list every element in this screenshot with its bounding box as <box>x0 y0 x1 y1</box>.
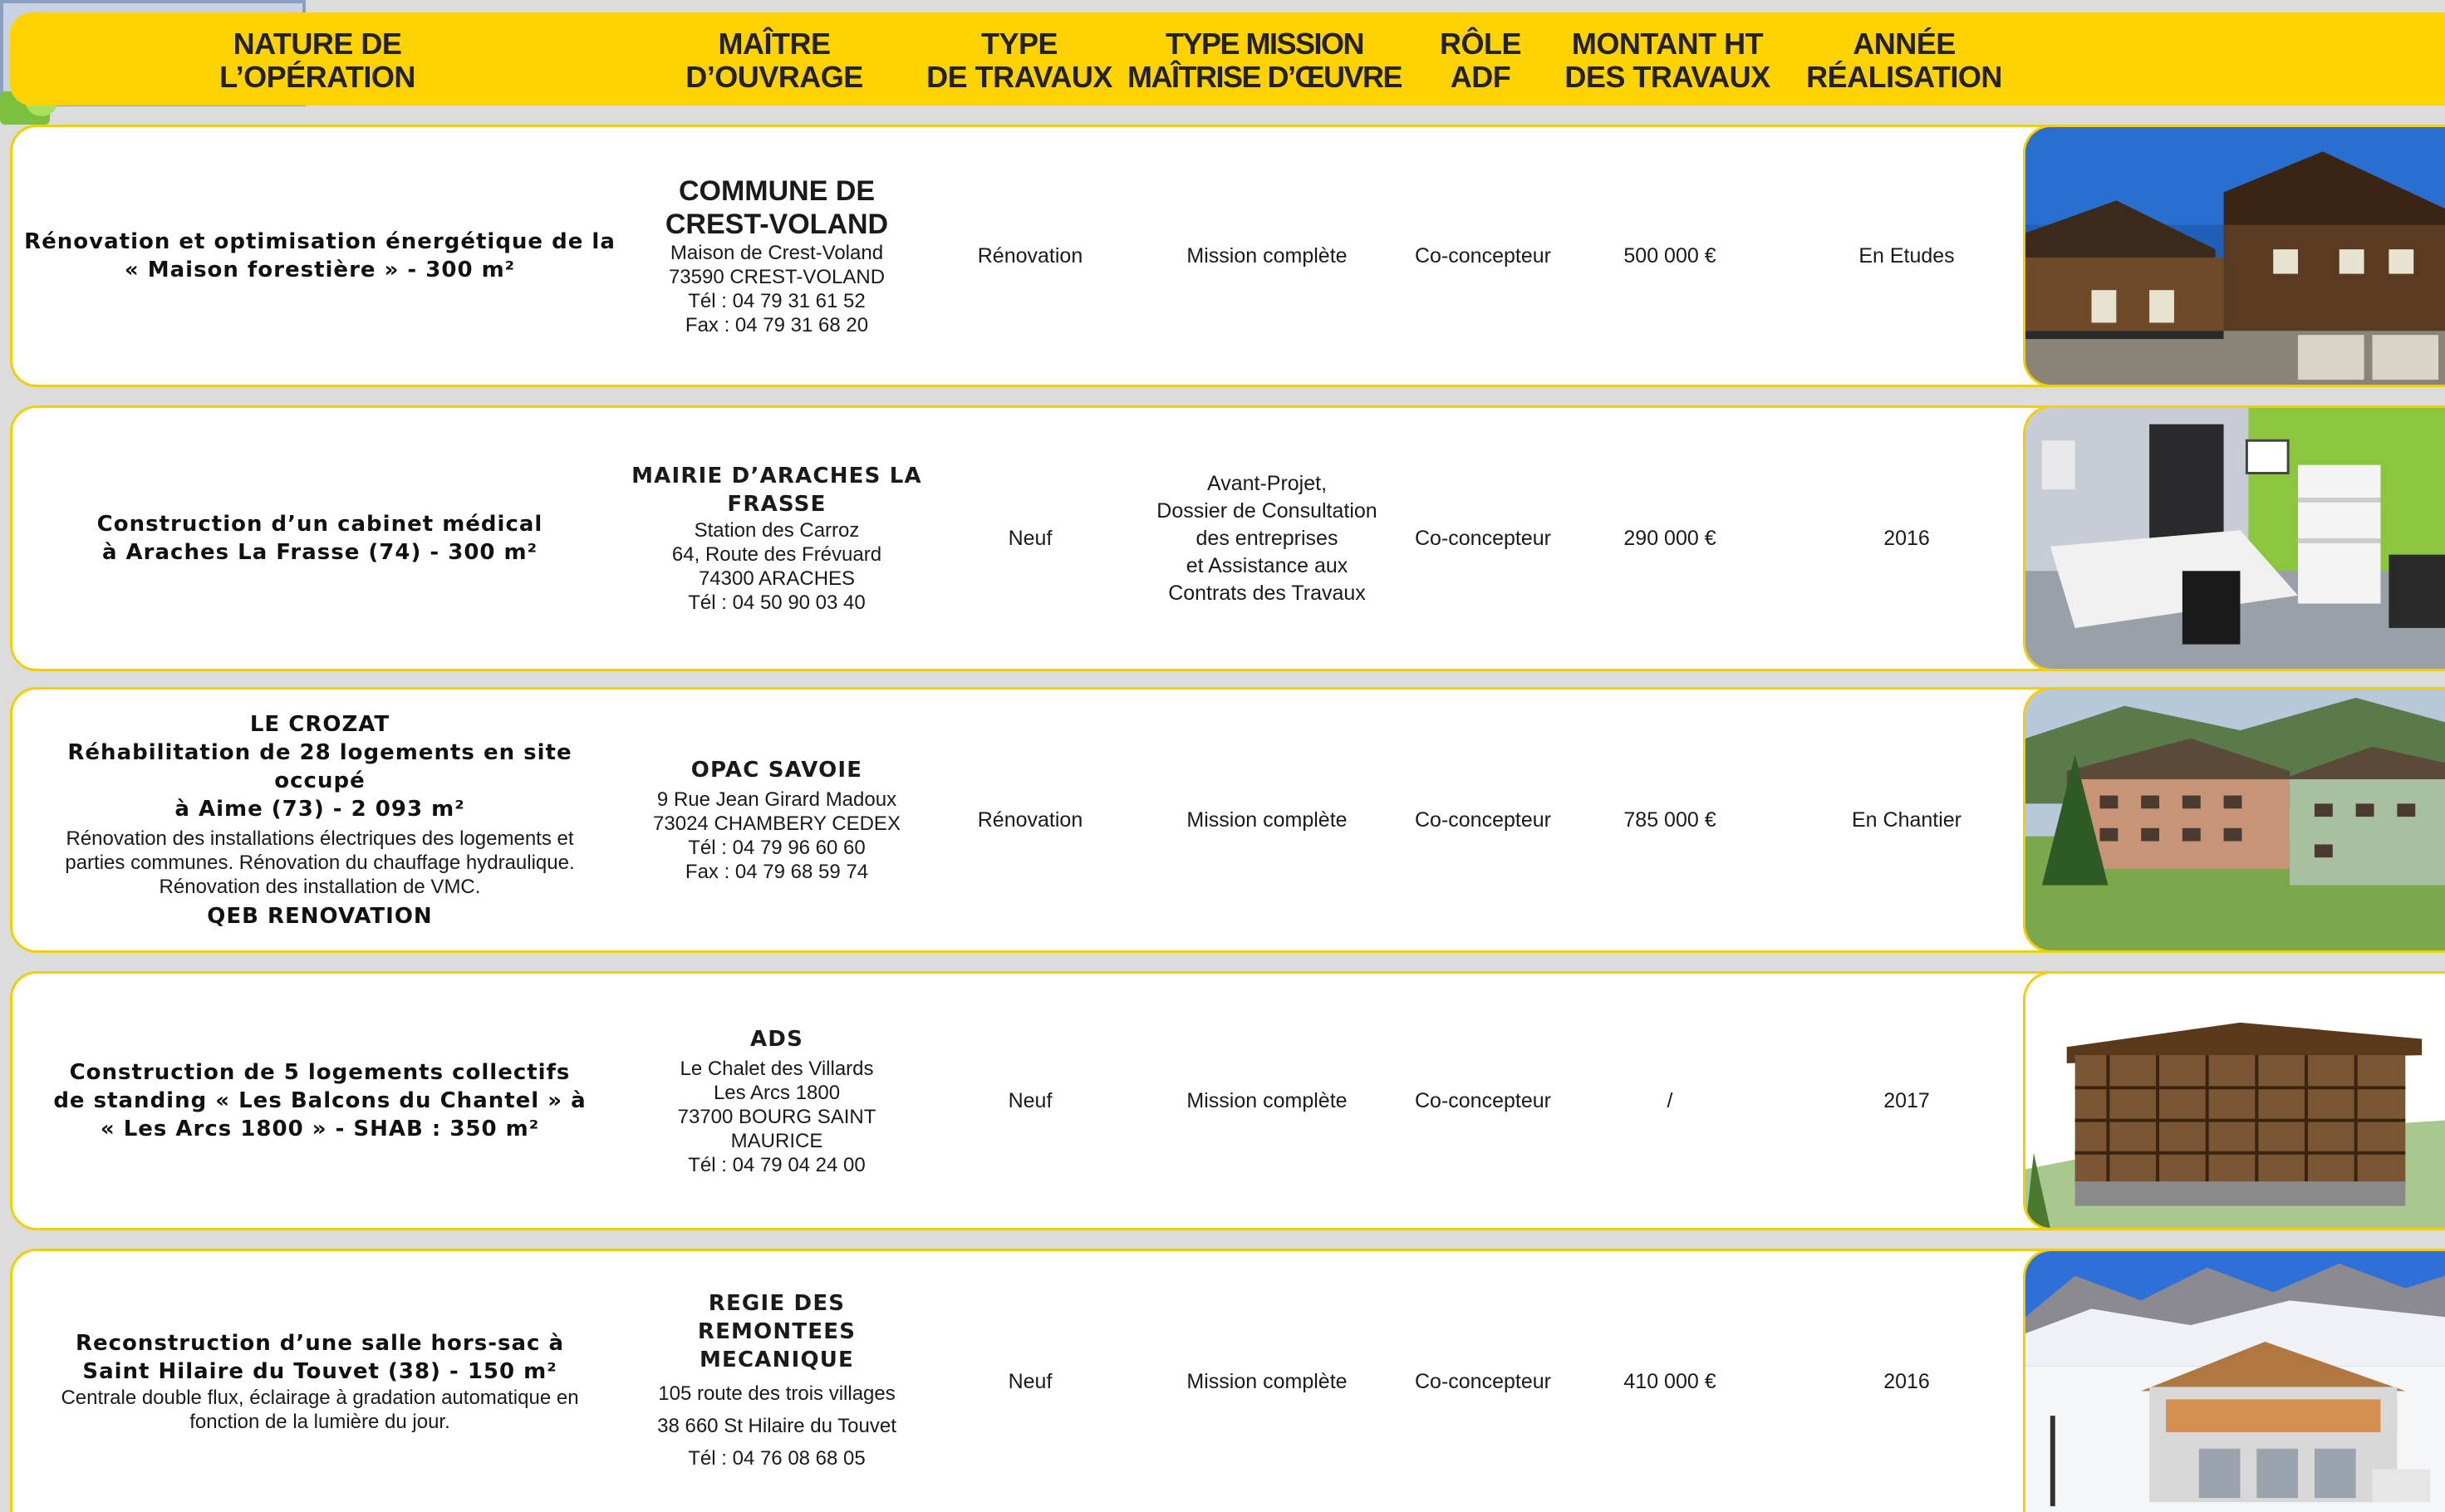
type-cell: Neuf <box>1008 1370 1053 1393</box>
role-cell: Co-concepteur <box>1415 527 1551 550</box>
maitre-line: Tél : 04 79 96 60 60 <box>688 837 866 859</box>
annee-cell: 2016 <box>1883 1370 1930 1393</box>
maitre-line: 9 Rue Jean Girard Madoux <box>656 788 897 811</box>
maitre-cell <box>627 408 926 669</box>
maitre-line: Station des Carroz <box>694 519 860 542</box>
maitre-line: MAURICE <box>730 1129 823 1152</box>
header-role: RÔLE ADF <box>1439 27 1521 94</box>
operation-title: de standing « Les Balcons du Chantel » à <box>53 1088 587 1113</box>
chalet-photo <box>2023 125 2445 387</box>
maitre-name: ADS <box>749 1026 804 1052</box>
maitre-line: Tél : 04 79 31 61 52 <box>688 290 866 312</box>
header-type: TYPE DE TRAVAUX <box>926 27 1112 94</box>
mission-line: Mission complète <box>1186 244 1348 268</box>
operation-title: Réhabilitation de 28 logements en site occupé <box>67 739 572 793</box>
mission-line: Mission complète <box>1186 1089 1348 1112</box>
operation-title: Rénovation et optimisation énergétique de la <box>24 229 616 254</box>
operation-title: à Aime (73) - 2 093 m² <box>174 796 465 822</box>
operation-title: « Les Arcs 1800 » - SHAB : 350 m² <box>100 1117 540 1141</box>
rendering-photo <box>2023 971 2445 1230</box>
montant-cell: 785 000 € <box>1623 808 1716 832</box>
maitre-line: Le Chalet des Villards <box>680 1057 874 1080</box>
mission-line: Mission complète <box>1186 808 1348 832</box>
maitre-line: 73024 CHAMBERY CEDEX <box>653 812 901 835</box>
operation-title: LE CROZAT <box>249 711 390 737</box>
apartment-photo <box>2023 687 2445 953</box>
mission-line: Avant-Projet, <box>1206 471 1328 495</box>
type-cell: Neuf <box>1008 527 1053 550</box>
operation-title: Construction d’un cabinet médical <box>96 512 543 537</box>
mission-line: Dossier de Consultation <box>1156 498 1377 523</box>
header-annee: ANNÉE RÉALISATION <box>1806 27 2002 94</box>
maitre-name: REGIE DES REMONTEES <box>697 1290 857 1344</box>
table-row <box>10 405 2445 671</box>
annee-cell: En Chantier <box>1851 808 1962 832</box>
maitre-cell <box>627 1251 926 1512</box>
maitre-name: FRASSE <box>727 492 827 517</box>
annee-cell: En Etudes <box>1858 244 1955 268</box>
maitre-line: 38 660 St Hilaire du Touvet <box>657 1414 896 1437</box>
type-cell: Rénovation <box>977 244 1083 268</box>
operation-description: Rénovation des installations électriques des logements et <box>66 827 574 850</box>
header-montant: MONTANT HT DES TRAVAUX <box>1564 27 1770 94</box>
maitre-line: Fax : 04 79 68 59 74 <box>685 861 869 883</box>
type-cell: Rénovation <box>977 808 1083 832</box>
role-cell: Co-concepteur <box>1415 808 1551 832</box>
operation-label: QEB RENOVATION <box>207 903 433 929</box>
operation-cell <box>21 408 619 669</box>
maitre-line: 73590 CREST-VOLAND <box>668 266 886 288</box>
montant-cell: 500 000 € <box>1623 244 1716 268</box>
maitre-line: Tél : 04 79 04 24 00 <box>688 1153 866 1176</box>
operation-description: parties communes. Rénovation du chauffage hydraulique. <box>65 851 575 874</box>
mission-cell <box>1126 408 1408 669</box>
operation-title: à Araches La Frasse (74) - 300 m² <box>101 540 538 565</box>
role-cell: Co-concepteur <box>1415 1089 1551 1112</box>
type-cell: Neuf <box>1008 1089 1053 1112</box>
maitre-line: Maison de Crest-Voland <box>670 242 884 264</box>
office-photo <box>2023 405 2445 671</box>
maitre-line: Tél : 04 50 90 03 40 <box>688 592 866 614</box>
maitre-cell <box>627 690 926 950</box>
maitre-name: CREST-VOLAND <box>665 209 889 240</box>
table-row <box>10 125 2445 387</box>
operation-title: « Maison forestière » - 300 m² <box>124 258 516 282</box>
annee-cell: 2017 <box>1883 1089 1930 1112</box>
operation-title: Reconstruction d’une salle hors-sac à <box>75 1331 565 1356</box>
mission-line: des entreprises <box>1195 526 1338 550</box>
mission-line: et Assistance aux <box>1186 553 1348 577</box>
table-row <box>10 1249 2445 1512</box>
ski-building-photo <box>2023 1249 2445 1512</box>
operation-title: Saint Hilaire du Touvet (38) - 150 m² <box>82 1359 557 1384</box>
operation-description: Rénovation des installation de VMC. <box>159 875 481 898</box>
mission-cell <box>1126 690 1408 950</box>
operation-cell <box>21 974 619 1228</box>
mission-cell <box>1126 1251 1408 1512</box>
maitre-line: 105 route des trois villages <box>658 1382 896 1405</box>
montant-cell: / <box>1667 1089 1673 1112</box>
maitre-cell <box>627 974 926 1228</box>
montant-cell: 290 000 € <box>1623 527 1716 550</box>
operation-title: Construction de 5 logements collectifs <box>69 1060 571 1085</box>
operation-description: Centrale double flux, éclairage à gradation automatique en <box>61 1387 579 1409</box>
header-nature: NATURE DE L’OPÉRATION <box>219 27 415 94</box>
maitre-name: MAIRIE D’ARACHES LA <box>631 464 922 488</box>
maitre-line: Tél : 04 76 08 68 05 <box>688 1446 866 1470</box>
mission-line: Mission complète <box>1186 1370 1348 1393</box>
maitre-line: 73700 BOURG SAINT <box>677 1105 876 1128</box>
maitre-line: 64, Route des Frévuard <box>671 543 882 566</box>
role-cell: Co-concepteur <box>1415 1370 1551 1393</box>
maitre-name: MECANIQUE <box>699 1347 855 1372</box>
operation-cell <box>21 690 619 950</box>
maitre-line: Les Arcs 1800 <box>713 1081 841 1104</box>
annee-cell: 2016 <box>1883 527 1930 550</box>
operation-cell <box>21 127 619 385</box>
operation-cell <box>21 1251 619 1512</box>
table-row <box>10 971 2445 1230</box>
header-mission: TYPE MISSION MAÎTRISE D’ŒUVRE <box>1127 27 1402 94</box>
operation-description: fonction de la lumière du jour. <box>189 1411 450 1433</box>
header-maitre: MAÎTRE D’OUVRAGE <box>685 27 863 94</box>
maitre-name: COMMUNE DE <box>678 175 876 207</box>
role-cell: Co-concepteur <box>1415 244 1551 268</box>
mission-cell <box>1126 127 1408 385</box>
table-header <box>10 12 2445 106</box>
mission-cell <box>1126 974 1408 1228</box>
maitre-line: Fax : 04 79 31 68 20 <box>685 314 869 336</box>
maitre-name: OPAC SAVOIE <box>690 758 863 783</box>
maitre-cell <box>627 127 926 385</box>
mission-line: Contrats des Travaux <box>1168 581 1366 605</box>
montant-cell: 410 000 € <box>1623 1370 1716 1393</box>
table-row <box>10 687 2445 953</box>
maitre-line: 74300 ARACHES <box>698 567 856 590</box>
